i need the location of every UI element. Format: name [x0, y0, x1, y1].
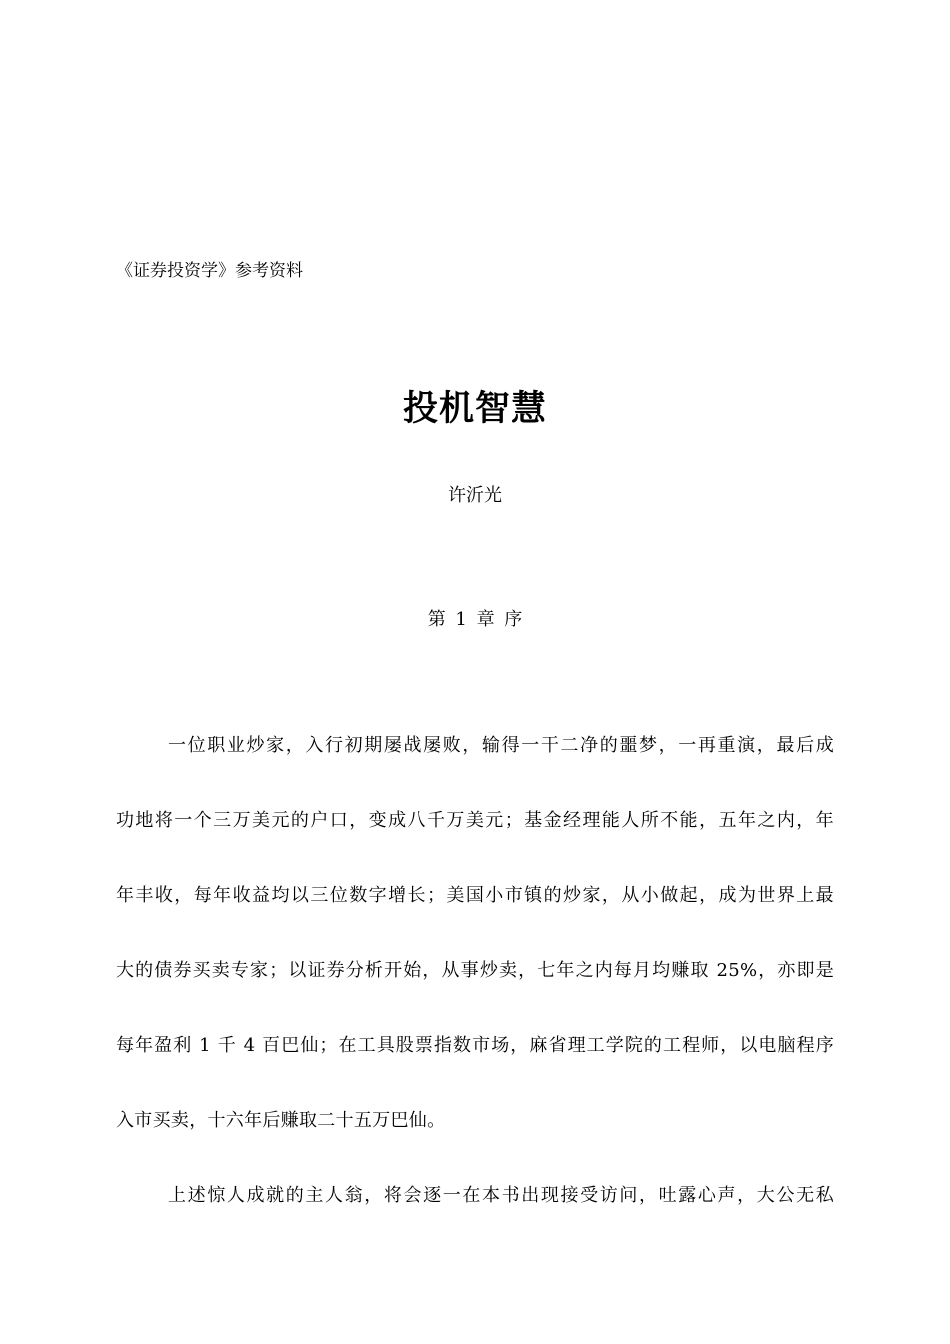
- page-title: 投机智慧: [402, 389, 547, 429]
- paragraph-line: 大的债券买卖专家；以证券分析开始，从事炒卖，七年之内每月均赚取 25%，亦即是: [116, 960, 834, 981]
- paragraph-line: 每年盈利 1 千 4 百巴仙；在工具股票指数市场，麻省理工学院的工程师，以电脑程序: [116, 1035, 834, 1056]
- paragraph-line: 一位职业炒家，入行初期屡战屡败，输得一干二净的噩梦，一再重演，最后成: [168, 735, 834, 756]
- chapter-heading: 第 1 章 序: [427, 609, 523, 630]
- paragraph-line: 功地将一个三万美元的户口，变成八千万美元；基金经理能人所不能，五年之内，年: [116, 810, 834, 831]
- paragraph-line: 年丰收，每年收益均以三位数字增长；美国小市镇的炒家，从小做起，成为世界上最: [116, 885, 834, 906]
- paragraph-line: 上述惊人成就的主人翁，将会逐一在本书出现接受访问，吐露心声，大公无私: [168, 1185, 834, 1206]
- author-name: 许沂光: [448, 485, 502, 506]
- header-note: 《证券投资学》参考资料: [116, 261, 303, 281]
- body-text: [116, 732, 834, 1257]
- paragraph-line: 入市买卖，十六年后赚取二十五万巴仙。: [116, 1110, 446, 1131]
